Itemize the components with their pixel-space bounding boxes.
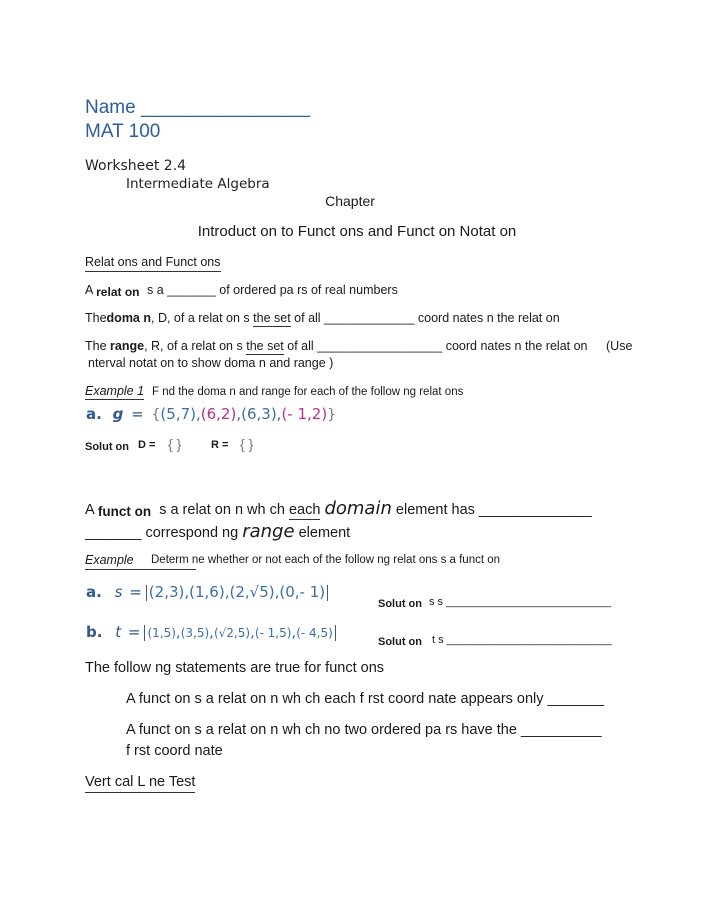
example2a-answer: s s ___________________________ xyxy=(429,596,612,608)
subject-title: Intermediate Algebra xyxy=(126,176,270,192)
set-close-bar xyxy=(335,625,336,641)
domain-blank-answer: the set xyxy=(253,311,291,325)
domain-def-rest: of all _____________ coord nates n the relat on xyxy=(294,311,560,325)
pair-s-1: (2,3) xyxy=(148,583,185,601)
example2-label: Example xyxy=(85,553,196,570)
course-title: MAT 100 xyxy=(85,121,161,142)
range-def-rest: of all __________________ coord nates n the relat on xyxy=(287,339,588,353)
set-open-bar xyxy=(146,585,147,601)
equals-sign: = xyxy=(127,623,141,641)
var-s: s xyxy=(114,583,123,601)
set-close-brace: } xyxy=(327,407,337,423)
function-def-line2-end: element xyxy=(298,525,351,541)
section-heading-vertical-line-test: Vert cal L ne Test xyxy=(85,774,195,793)
example1-label: Example 1 xyxy=(85,384,145,398)
domain-term: doma n xyxy=(106,311,151,325)
range-term: range xyxy=(110,339,145,353)
function-def-part2: element has ______________ xyxy=(395,502,592,518)
relation-term: relat on xyxy=(96,285,140,299)
example1-solution-label: Solut on xyxy=(85,441,129,453)
worksheet-title: Worksheet 2.4 xyxy=(85,158,187,174)
relation-def-a: A xyxy=(85,283,93,297)
set-open-bar xyxy=(144,625,145,641)
range-blank-answer: the set xyxy=(246,339,284,353)
pair-2: (6,2) xyxy=(200,405,237,423)
page-title: Introduct on to Funct ons and Funct on Notat on xyxy=(197,223,517,240)
chapter-label: Chapter xyxy=(325,193,375,209)
example2-instruction: Determ ne whether or not each of the follow ng relat ons s a funct on xyxy=(151,554,501,566)
domain-answer-set: { } xyxy=(168,436,182,452)
example2a-solution-label: Solut on xyxy=(378,598,422,610)
statement-1: A funct on s a relat on n wh ch each f rst coord nate appears only _______ xyxy=(126,691,605,707)
var-t: t xyxy=(115,623,122,641)
pair-t-1: (1,5) xyxy=(147,626,176,640)
function-definition-line1 xyxy=(85,498,592,519)
name-line: Name ________________ xyxy=(85,97,311,118)
pair-t-5: (- 4,5) xyxy=(296,626,333,640)
pair-t-2: (3,5) xyxy=(180,626,210,640)
example2-relation-t: b. t = (1,5),(3,5),(√2,5),(- 1,5),(- 4,5) xyxy=(86,623,338,641)
domain-def-mid: , D, of a relat on s xyxy=(151,311,250,325)
example2b-solution-label: Solut on xyxy=(378,636,422,648)
set-open-brace: { xyxy=(151,407,161,423)
pair-1: (5,7) xyxy=(160,405,196,423)
pair-3: (6,3) xyxy=(241,405,277,423)
function-definition-line2 xyxy=(85,521,350,542)
range-definition xyxy=(85,339,588,353)
section-heading-relations: Relat ons and Funct ons xyxy=(85,255,221,272)
function-def-a: A xyxy=(85,502,94,518)
pair-t-3: (√2,5) xyxy=(213,626,251,640)
relation-definition xyxy=(85,283,398,297)
domain-definition xyxy=(85,311,560,325)
item-label-a: a. xyxy=(86,583,102,601)
pair-s-3: (2,√5) xyxy=(229,583,275,601)
range-def-mid: , R, of a relat on s xyxy=(144,339,243,353)
function-def-part1: s a relat on n wh ch xyxy=(159,502,285,518)
domain-word: domain xyxy=(324,498,392,519)
domain-answer-label: D = xyxy=(138,439,156,451)
example1-instruction: F nd the doma n and range for each of the follow ng relat ons xyxy=(152,386,464,398)
equals-sign: = xyxy=(131,405,144,423)
range-answer-label: R = xyxy=(211,439,229,451)
function-term: funct on xyxy=(97,504,152,519)
range-word: range xyxy=(242,521,295,542)
range-answer-set: { } xyxy=(240,436,254,452)
equals-sign: = xyxy=(129,583,142,601)
range-def-paren: (Use xyxy=(606,339,633,353)
pair-4: (- 1,2) xyxy=(281,405,328,423)
item-label-a: a. xyxy=(86,405,102,423)
domain-def-the: The xyxy=(85,311,107,325)
statement-2-line2: f rst coord nate xyxy=(126,743,223,759)
function-def-line2-start: _______ correspond ng xyxy=(85,525,239,541)
function-blank-each: each xyxy=(288,502,321,518)
statements-intro: The follow ng statements are true for funct ons xyxy=(85,660,385,676)
pair-s-2: (1,6) xyxy=(189,583,225,601)
item-label-b: b. xyxy=(86,623,103,641)
var-g: g xyxy=(112,405,124,423)
example2b-answer: t s ___________________________ xyxy=(432,634,612,646)
pair-s-4: (0,- 1) xyxy=(279,583,326,601)
pair-t-4: (- 1,5) xyxy=(254,626,292,640)
relation-def-rest: s a _______ of ordered pa rs of real numbers xyxy=(146,283,398,297)
set-close-bar xyxy=(327,585,328,601)
statement-2-line1: A funct on s a relat on n wh ch no two ordered pa rs have the __________ xyxy=(126,722,602,738)
range-def-line2: nterval notat on to show doma n and range ) xyxy=(88,356,334,370)
example2-relation-s: a. s = (2,3),(1,6),(2,√5),(0,- 1) xyxy=(86,583,330,601)
range-def-the: The xyxy=(85,339,107,353)
example1-relation-g: a. g = {(5,7),(6,2),(6,3),(- 1,2)} xyxy=(86,405,337,423)
